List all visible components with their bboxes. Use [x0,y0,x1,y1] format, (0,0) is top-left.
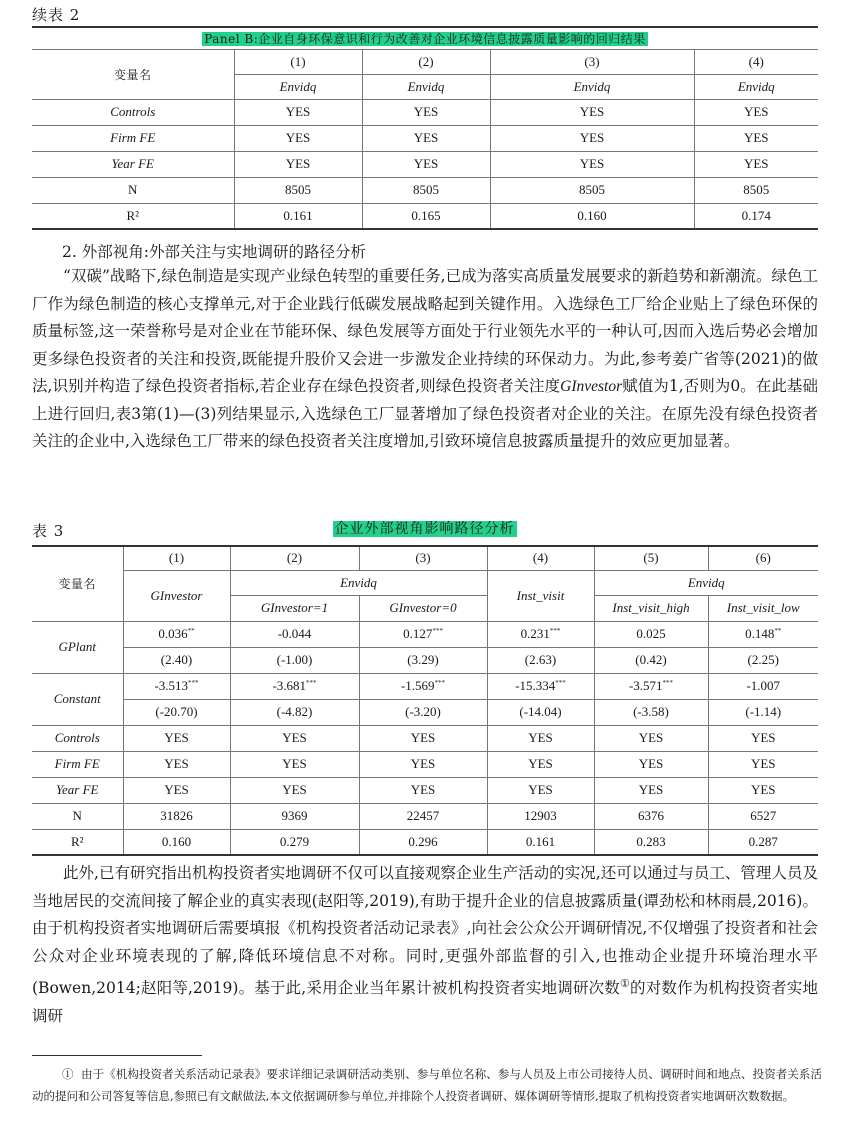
footnote-rule [32,1055,202,1056]
coef: 0.148 [745,626,775,641]
cell: YES [359,725,487,751]
tval: (2.25) [708,647,818,673]
cell: YES [487,725,594,751]
cell: YES [234,99,362,125]
table-row [32,699,818,725]
table3-col-2: (2) [230,546,359,570]
table3-dep-group-2: Envidq [594,570,818,595]
table-row [32,151,818,177]
table3-title-wrap [0,518,849,538]
coef: -3.571 [628,678,663,693]
cell: YES [490,151,694,177]
cell: YES [490,99,694,125]
cell: 8505 [362,177,490,203]
row-label: Controls [32,725,123,751]
table3-dep-4: Inst_visit [487,570,594,621]
coef: -0.044 [277,626,312,641]
table3-col-6: (6) [708,546,818,570]
cell: 8505 [234,177,362,203]
continuation-label: 续表 2 [32,6,81,24]
table3 [32,545,818,856]
coef: 0.025 [636,626,666,641]
table3-dep-1: GInvestor [123,570,230,621]
table-row [32,125,818,151]
row-label: Firm FE [32,751,123,777]
cell: YES [230,725,359,751]
cell: 0.161 [487,829,594,855]
cell: YES [708,725,818,751]
cell: 6527 [708,803,818,829]
cell: YES [594,777,708,803]
stars: *** [662,679,674,687]
panel-b-row-header: 变量名 [32,49,234,99]
table-row [32,647,818,673]
table3-sub-5: Inst_visit_high [594,595,708,621]
panel-b-title-cell [32,27,818,49]
coef-cell [359,621,487,647]
panel-b-col-4: (4) [694,49,818,74]
coef-cell [230,673,359,699]
cell: 0.296 [359,829,487,855]
cell: YES [234,125,362,151]
cell: 12903 [487,803,594,829]
cell: YES [362,151,490,177]
cell: 0.287 [708,829,818,855]
table3-sub-2: GInvestor=1 [230,595,359,621]
coef-cell [123,621,230,647]
cell: YES [359,777,487,803]
table3-col-4: (4) [487,546,594,570]
tval: (-3.20) [359,699,487,725]
cell: 0.279 [230,829,359,855]
cell: 0.283 [594,829,708,855]
cell: YES [230,777,359,803]
cell: 0.174 [694,203,818,229]
cell: YES [487,777,594,803]
cell: 6376 [594,803,708,829]
table-row [32,673,818,699]
row-label: Constant [32,673,123,725]
cell: 22457 [359,803,487,829]
cell: YES [123,777,230,803]
table3-dep-group-1: Envidq [230,570,487,595]
table-row [32,725,818,751]
footnote [32,1063,822,1107]
footnote-mark: ① [62,1067,74,1081]
tval: (3.29) [359,647,487,673]
panel-b-title: Panel B:企业自身环保意识和行为改善对企业环境信息披露质量影响的回归结果 [204,31,646,46]
table3-title: 企业外部视角影响路径分析 [334,521,515,537]
coef-cell [487,673,594,699]
cell: YES [123,725,230,751]
cell: 0.161 [234,203,362,229]
cell: 0.160 [490,203,694,229]
tval: (-14.04) [487,699,594,725]
tval: (-20.70) [123,699,230,725]
stars: *** [188,679,199,687]
stars: *** [555,679,566,687]
coef-cell [708,621,818,647]
paragraph-2-end: 的对数作为机构投资者实地调研 [32,979,818,1025]
row-label: Year FE [32,151,234,177]
tval: (0.42) [594,647,708,673]
coef-cell [230,621,359,647]
table3-row-header: 变量名 [32,546,123,621]
panel-b-col-3: (3) [490,49,694,74]
cell: YES [487,751,594,777]
cell: YES [230,751,359,777]
cell: 8505 [490,177,694,203]
table3-col-3: (3) [359,546,487,570]
table3-label: 表 3 [32,522,65,540]
coef: -1.007 [746,678,781,693]
cell: 31826 [123,803,230,829]
row-label: Controls [32,99,234,125]
coef: 0.036 [158,626,188,641]
cell: YES [694,125,818,151]
table-row [32,751,818,777]
cell: YES [234,151,362,177]
cell: 0.165 [362,203,490,229]
paragraph-2-text: 此外,已有研究指出机构投资者实地调研不仅可以直接观察企业生产活动的实况,还可以通过与员工、管理人员及当地居民的交流间接了解企业的真实表现(赵阳等,2019),有助于提升企业的信息披露质量(谭劲松和林雨晨,2016)。由于机构投资者实地调研后需要填报《机构投资者活动记录表》,向社会公众公开调研情况,不仅增强了投资者和社会公众对企业环境表现的了解,降低环境信息不对称。同时,更强外部监督的引入,也推动企业提升环境治理水平(Bowen,2014;赵阳等,2019)。基于此,采用企业当年累计被机构投资者实地调研次数 [32,864,818,998]
cell: YES [594,751,708,777]
cell: YES [708,777,818,803]
tval: (-1.14) [708,699,818,725]
coef-cell [594,673,708,699]
row-label: Year FE [32,777,123,803]
panel-b-dep-4: Envidq [694,74,818,99]
cell: 8505 [694,177,818,203]
coef-cell [123,673,230,699]
row-label: N [32,177,234,203]
footnote-text: 由于《机构投资者关系活动记录表》要求详细记录调研活动类别、参与单位名称、参与人员及上市公司接待人员、调研时间和地点、投资者关系活动的提问和公司答复等信息,参照已有文献做法,本文依据调研参与单位,并排除个人投资者调研、媒体调研等情形,提取了机构投资者实地调研次数数据。 [32,1067,823,1103]
cell: 0.160 [123,829,230,855]
table3-col-5: (5) [594,546,708,570]
cell: YES [694,151,818,177]
row-label: N [32,803,123,829]
panel-b-col-2: (2) [362,49,490,74]
cell: YES [362,99,490,125]
row-label: R² [32,203,234,229]
table-row [32,829,818,855]
paragraph-2 [32,860,818,1030]
table-row [32,203,818,229]
tval: (2.40) [123,647,230,673]
stars: *** [434,679,446,687]
tval: (2.63) [487,647,594,673]
tval: (-1.00) [230,647,359,673]
cell: YES [362,125,490,151]
row-label: R² [32,829,123,855]
stars: *** [306,679,317,687]
coef: 0.231 [520,626,550,641]
cell: YES [594,725,708,751]
stars: ** [774,627,782,635]
section-heading: 2. 外部视角:外部关注与实地调研的路径分析 [62,243,366,261]
tval: (-3.58) [594,699,708,725]
table-row [32,99,818,125]
coef-cell [487,621,594,647]
coef: -1.569 [400,678,435,693]
row-label: GPlant [32,621,123,673]
panel-b-col-1: (1) [234,49,362,74]
coef: -15.334 [515,678,556,693]
paragraph-1-part-a: “双碳”战略下,绿色制造是实现产业绿色转型的重要任务,已成为落实高质量发展要求的新趋势和新潮流。绿色工厂作为绿色制造的核心支撑单元,对于企业践行低碳发展战略起到关键作用。入选绿色工厂给企业贴上了绿色环保的质量标签,这一荣誉称号是对企业在节能环保、绿色发展等方面处于行业领先水平的一种认可,因而入选后势必会增加更多绿色投资者的关注和投资,既能提升股价又会进一步激发企业持续的环保动力。为此,参考姜广省等(2021)的做法,识别并构造了绿色投资者指标,若企业存在绿色投资者,则绿色投资者关注度 [32,267,818,395]
cell: YES [708,751,818,777]
cell: YES [123,751,230,777]
stars: ** [187,627,195,635]
coef: -3.681 [272,678,307,693]
paragraph-1-part-b: 赋值为1,否则为0。在此基础上进行回归,表3第(1)—(3)列结果显示,入选绿色工厂显著增加了绿色投资者对企业的关注。在原先没有绿色投资者关注的企业中,入选绿色工厂带来的绿色投资者关注度增加,引致环境信息披露质量提升的效应更加显著。 [32,377,818,450]
stars: *** [432,627,443,635]
panel-b-dep-1: Envidq [234,74,362,99]
table3-sub-6: Inst_visit_low [708,595,818,621]
panel-b-dep-3: Envidq [490,74,694,99]
cell: YES [490,125,694,151]
table-row [32,803,818,829]
table3-sub-3: GInvestor=0 [359,595,487,621]
paragraph-1 [32,263,818,456]
footnote-ref[interactable]: ① [619,977,631,990]
tval: (-4.82) [230,699,359,725]
panel-b-dep-2: Envidq [362,74,490,99]
table-row [32,177,818,203]
table-row [32,621,818,647]
coef-cell [594,621,708,647]
coef: 0.127 [403,626,433,641]
cell: YES [694,99,818,125]
row-label: Firm FE [32,125,234,151]
paragraph-1-variable: GInvestor [560,378,623,395]
table3-col-1: (1) [123,546,230,570]
cell: 9369 [230,803,359,829]
coef-cell [359,673,487,699]
table-row [32,777,818,803]
cell: YES [359,751,487,777]
panel-b-table [32,26,818,230]
coef-cell [708,673,818,699]
coef: -3.513 [154,678,189,693]
stars: *** [549,627,561,635]
